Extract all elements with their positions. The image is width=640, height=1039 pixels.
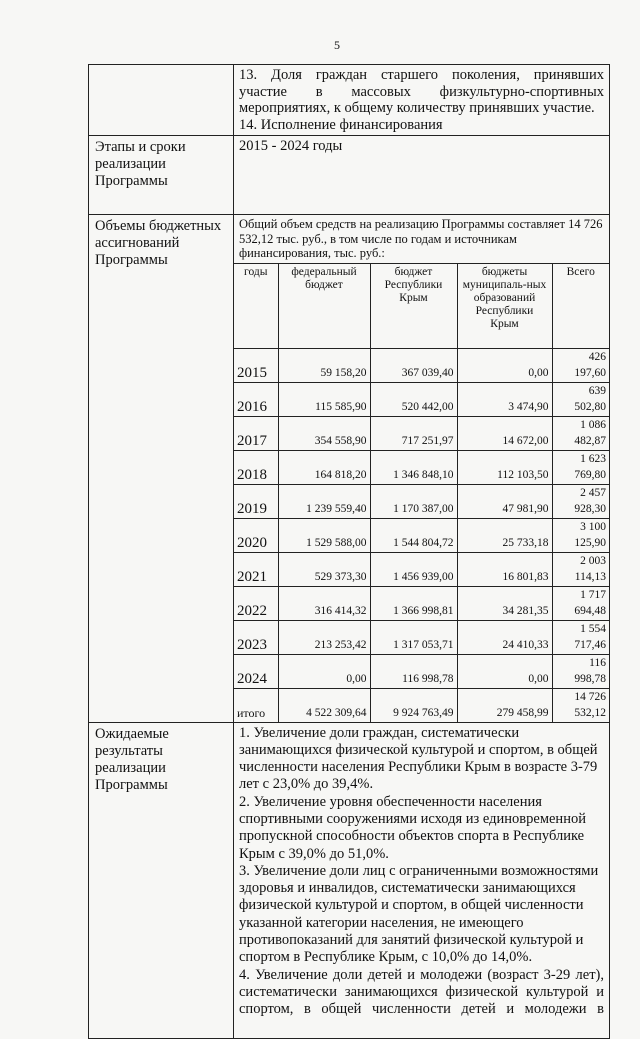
total-cell: 3 100 125,90 bbox=[552, 518, 609, 552]
republic-cell: 1 366 998,81 bbox=[370, 586, 457, 620]
republic-cell: 1 456 939,00 bbox=[370, 552, 457, 586]
finance-row bbox=[234, 552, 609, 586]
year-cell: 2017 bbox=[234, 416, 278, 450]
result-item: 1. Увеличение доли граждан, систематически занимающихся физической культурой и спортом, в общей численности населения Республики Крым в возрасте 3-79 лет с 23,0% до 39,4%. bbox=[239, 724, 598, 793]
budget-label: Объемы бюджетных ассигнований Программы bbox=[89, 215, 234, 723]
federal-cell: 213 253,42 bbox=[278, 620, 370, 654]
municipal-cell: 14 672,00 bbox=[457, 416, 552, 450]
finance-row bbox=[234, 518, 609, 552]
year-cell: 2021 bbox=[234, 552, 278, 586]
row-stages bbox=[89, 136, 610, 215]
year-cell: 2020 bbox=[234, 518, 278, 552]
indicators-cell bbox=[234, 65, 610, 136]
municipal-cell: 34 281,35 bbox=[457, 586, 552, 620]
program-passport-table bbox=[88, 64, 610, 1039]
federal-cell: 164 818,20 bbox=[278, 450, 370, 484]
header-years: годы bbox=[234, 263, 278, 348]
result-item: 3. Увеличение доли лиц с ограниченными возможностями здоровья и инвалидов, систематически занимающихся физической культурой и спортом, в общей численности указанной категории населения, не имеющего противопоказаний для занятий физической культурой и спортом в Республике Крым, с 10,0% до 14,0%. bbox=[239, 862, 599, 966]
grand-total-cell: 14 726 532,12 bbox=[552, 688, 609, 722]
total-cell: 2 457 928,30 bbox=[552, 484, 609, 518]
indicator-13: 13. Доля граждан старшего поколения, принявших участие в массовых физкультурно-спортивных мероприятиях, к общему количеству принявших участие. bbox=[239, 67, 604, 116]
header-total: Всего bbox=[552, 263, 609, 348]
year-cell: 2018 bbox=[234, 450, 278, 484]
federal-cell: 0,00 bbox=[278, 654, 370, 688]
total-cell: 639 502,80 bbox=[552, 382, 609, 416]
stages-value: 2015 - 2024 годы bbox=[239, 138, 343, 154]
republic-cell: 367 039,40 bbox=[370, 348, 457, 382]
municipal-cell: 24 410,33 bbox=[457, 620, 552, 654]
results-cell bbox=[234, 722, 610, 1038]
republic-cell: 717 251,97 bbox=[370, 416, 457, 450]
header-federal: федеральный бюджет bbox=[278, 263, 370, 348]
stages-value-cell bbox=[234, 136, 610, 215]
federal-cell: 354 558,90 bbox=[278, 416, 370, 450]
republic-cell: 116 998,78 bbox=[370, 654, 457, 688]
municipal-cell: 16 801,83 bbox=[457, 552, 552, 586]
indicator-14: 14. Исполнение финансирования bbox=[239, 116, 443, 133]
empty-label-cell bbox=[89, 65, 234, 136]
municipal-cell: 112 103,50 bbox=[457, 450, 552, 484]
finance-row bbox=[234, 620, 609, 654]
finance-total-row bbox=[234, 688, 609, 722]
total-label-cell: итого bbox=[234, 688, 278, 722]
finance-row bbox=[234, 484, 609, 518]
municipal-cell: 0,00 bbox=[457, 654, 552, 688]
finance-row bbox=[234, 382, 609, 416]
federal-cell: 316 414,32 bbox=[278, 586, 370, 620]
total-cell: 2 003 114,13 bbox=[552, 552, 609, 586]
finance-row bbox=[234, 348, 609, 382]
total-cell: 1 623 769,80 bbox=[552, 450, 609, 484]
year-cell: 2019 bbox=[234, 484, 278, 518]
municipal-total-cell: 279 458,99 bbox=[457, 688, 552, 722]
finance-row bbox=[234, 586, 609, 620]
federal-cell: 529 373,30 bbox=[278, 552, 370, 586]
result-item: 4. Увеличение доли детей и молодежи (возраст 3-29 лет), систематически занимающихся физической культурой и спортом, в общей численности детей и молодежи в bbox=[239, 966, 604, 1018]
municipal-cell: 0,00 bbox=[457, 348, 552, 382]
year-cell: 2024 bbox=[234, 654, 278, 688]
municipal-cell: 3 474,90 bbox=[457, 382, 552, 416]
finance-row bbox=[234, 416, 609, 450]
municipal-cell: 25 733,18 bbox=[457, 518, 552, 552]
republic-cell: 1 317 053,71 bbox=[370, 620, 457, 654]
total-cell: 426 197,60 bbox=[552, 348, 609, 382]
year-cell: 2023 bbox=[234, 620, 278, 654]
finance-row bbox=[234, 654, 609, 688]
republic-cell: 1 346 848,10 bbox=[370, 450, 457, 484]
republic-total-cell: 9 924 763,49 bbox=[370, 688, 457, 722]
total-cell: 1 717 694,48 bbox=[552, 586, 609, 620]
row-indicators bbox=[89, 65, 610, 136]
year-cell: 2015 bbox=[234, 348, 278, 382]
header-republic: бюджет Республики Крым bbox=[370, 263, 457, 348]
federal-cell: 59 158,20 bbox=[278, 348, 370, 382]
result-item: 2. Увеличение уровня обеспеченности населения спортивными сооружениями исходя из единовременной пропускной способности объектов спорта в Республике Крым с 39,0% до 51,0%. bbox=[239, 793, 586, 862]
republic-cell: 520 442,00 bbox=[370, 382, 457, 416]
row-results bbox=[89, 722, 610, 1038]
results-label: Ожидаемые результаты реализации Программы bbox=[89, 722, 234, 1038]
year-cell: 2022 bbox=[234, 586, 278, 620]
total-cell: 116 998,78 bbox=[552, 654, 609, 688]
finance-table bbox=[234, 263, 609, 722]
finance-row bbox=[234, 450, 609, 484]
budget-cell bbox=[234, 215, 610, 723]
stages-label: Этапы и сроки реализации Программы bbox=[89, 136, 234, 215]
finance-header-row bbox=[234, 263, 609, 348]
municipal-cell: 47 981,90 bbox=[457, 484, 552, 518]
republic-cell: 1 544 804,72 bbox=[370, 518, 457, 552]
page-number: 5 bbox=[334, 38, 340, 52]
total-cell: 1 554 717,46 bbox=[552, 620, 609, 654]
federal-cell: 1 529 588,00 bbox=[278, 518, 370, 552]
budget-intro: Общий объем средств на реализацию Программы составляет 14 726 532,12 тыс. руб., в том числе по годам и источникам финансирования, тыс. руб.: bbox=[239, 217, 603, 260]
republic-cell: 1 170 387,00 bbox=[370, 484, 457, 518]
year-cell: 2016 bbox=[234, 382, 278, 416]
total-cell: 1 086 482,87 bbox=[552, 416, 609, 450]
federal-cell: 1 239 559,40 bbox=[278, 484, 370, 518]
federal-total-cell: 4 522 309,64 bbox=[278, 688, 370, 722]
federal-cell: 115 585,90 bbox=[278, 382, 370, 416]
header-municipal: бюджеты муниципаль-ных образований Республики Крым bbox=[457, 263, 552, 348]
row-budget bbox=[89, 215, 610, 723]
